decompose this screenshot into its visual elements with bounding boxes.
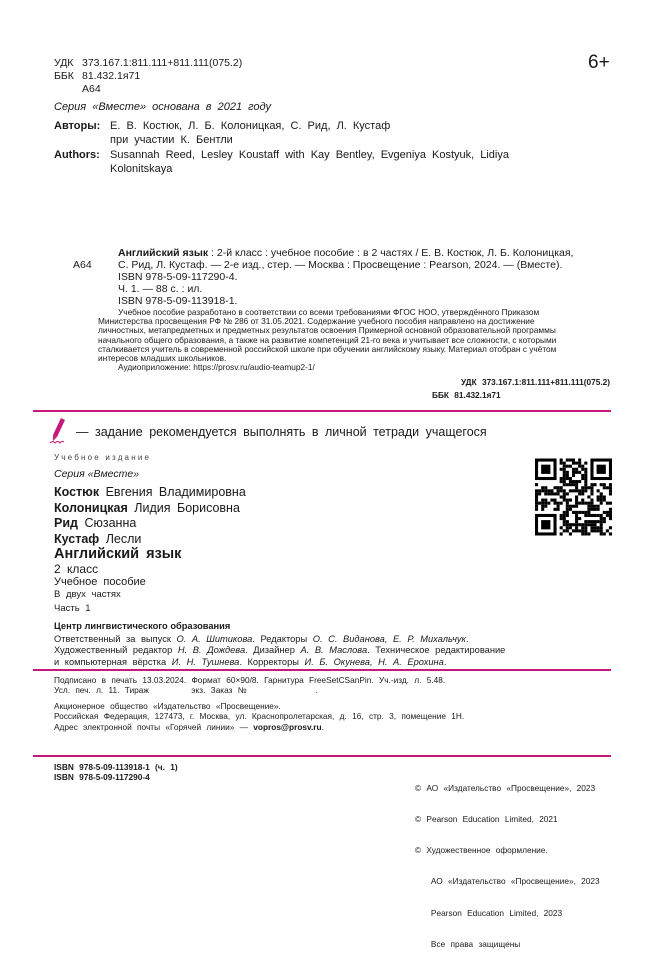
udk-label: УДК — [54, 57, 74, 69]
author-code: А64 — [82, 83, 101, 95]
annotation-line: Министерства просвещения РФ № 286 от 31.05.2021. Содержание учебного пособия направлено на достижение — [98, 316, 535, 327]
edition-part: Часть 1 — [54, 603, 91, 614]
copyright-line: Pearson Education Limited, 2023 — [415, 907, 563, 918]
copyright-line: © АО «Издательство «Просвещение», 2023 — [415, 782, 596, 793]
isbn-line: ISBN 978-5-09-117290-4 — [54, 772, 150, 783]
bbk-value: 81.432.1я71 — [82, 70, 141, 82]
annotation-line: Учебное пособие разработано в соответствии со всеми требованиями ФГОС НОО, утверждённого Приказом — [118, 307, 540, 317]
email-line: Адрес электронной почты «Горячей линии» — vopros@prosv.ru. — [54, 721, 324, 732]
print-line: Подписано в печать 13.03.2024. Формат 60×90/8. Гарнитура FreeSetCSanPin. Уч.-изд. л. 5.48. — [54, 675, 446, 685]
divider — [33, 410, 611, 412]
print-line: Усл. печ. л. 11. Тираж экз. Заказ № . — [54, 685, 318, 696]
credits-text: . Техническое редактирование — [367, 645, 506, 656]
credits-text: . Корректоры — [239, 656, 305, 667]
isbn-line: ISBN 978-5-09-113918-1 (ч. 1) — [54, 762, 178, 772]
legend-text: — задание рекомендуется выполнять в личной тетради учащегося — [76, 425, 487, 439]
biblio-isbn1: ISBN 978-5-09-117290-4. — [118, 271, 238, 283]
divider — [33, 669, 611, 671]
edition-grade: 2 класс — [54, 562, 99, 576]
edition-kind: Учебное пособие — [54, 576, 146, 588]
edition-parts: В двух частях — [54, 589, 121, 600]
age-rating: 6+ — [588, 52, 610, 73]
person-name: О. С. Виданова, Е. Р. Михальчук — [312, 634, 466, 644]
person-name: И. Б. Окунева, Н. А. Ерохина — [304, 656, 444, 667]
authors-ru-line: Е. В. Костюк, Л. Б. Колоницкая, С. Рид, Л. Кустаф — [110, 120, 391, 132]
credits-line — [54, 645, 505, 656]
person-name: Н. В. Дождева — [177, 645, 246, 656]
biblio-bbk: ББК 81.432.1я71 — [432, 390, 501, 400]
credits-text: Художественный редактор — [54, 645, 178, 656]
annotation-line: личностных, метапредметных и предметных результатов освоения Примерной основной образовательной программы — [98, 325, 556, 336]
copyright-line: © Художественное оформление. — [415, 845, 548, 856]
author-name: Колоницкая Лидия Борисовна — [54, 500, 240, 515]
credits-text: . Дизайнер — [245, 645, 301, 656]
authors-en-line: Susannah Reed, Lesley Koustaff with Kay Bentley, Evgeniya Kostyuk, Lidiya — [110, 149, 509, 161]
bbk-header — [54, 70, 140, 82]
divider — [33, 755, 611, 757]
credits-text: Ответственный за выпуск — [54, 634, 177, 644]
credits-text: . — [443, 656, 447, 667]
email-link[interactable]: vopros@prosv.ru — [253, 721, 322, 732]
audio-link[interactable]: Аудиоприложение: https://prosv.ru/audio-teamup2-1/ — [118, 362, 315, 373]
biblio-line1 — [118, 247, 573, 259]
authors-en-label: Authors: — [54, 149, 100, 161]
print-info — [54, 675, 464, 732]
publisher: Акционерное общество «Издательство «Просвещение». — [54, 700, 281, 711]
credits-center: Центр лингвистического образования — [54, 621, 231, 631]
authors-ru-label: Авторы: — [54, 120, 101, 132]
credits-text: и компьютерная вёрстка — [54, 656, 172, 667]
edition-type: Учебное издание — [54, 453, 152, 462]
address: Российская Федерация, 127473, г. Москва, ул. Краснопролетарская, д. 16, стр. 3, помещение 1Н. — [54, 711, 465, 722]
authors-en — [54, 149, 509, 176]
bbk-label: ББК — [54, 70, 74, 82]
credits-line — [54, 634, 505, 645]
credits — [54, 634, 505, 668]
biblio-text: С. Рид, Л. Кустаф. — 2-е изд., стер. — Москва : Просвещение : Pearson, 2024. — (Вместе). — [118, 259, 563, 271]
authors-ru — [54, 120, 390, 147]
annotation — [98, 308, 556, 372]
author-name: Кустаф Лесли — [54, 531, 142, 546]
annotation-line: интересов младших школьников. — [98, 353, 227, 364]
credits-text: . Редакторы — [252, 634, 313, 644]
footer-isbn — [54, 762, 178, 783]
author-name: Рид Сюзанна — [54, 516, 137, 530]
edition-authors — [54, 485, 246, 547]
person-name: О. А. Шитикова — [176, 634, 253, 644]
person-name: А. В. Маслова — [300, 645, 368, 656]
biblio-pages: Ч. 1. — 88 с. : ил. — [118, 283, 203, 295]
biblio-line2 — [73, 259, 562, 271]
person-name: И. Н. Тушнева — [171, 656, 240, 667]
qr-code[interactable] — [535, 458, 612, 536]
edition-series: Серия «Вместе» — [54, 468, 140, 480]
copyright-line: © Pearson Education Limited, 2021 — [415, 814, 558, 825]
biblio-isbn2: ISBN 978-5-09-113918-1. — [118, 295, 238, 307]
annotation-line: начального общего образования, а также на развитие компетенций 21-го века и учитывает все сложности, с которыми — [98, 334, 557, 345]
biblio-udk: УДК 373.167.1:811.111+811.111(075.2) — [460, 377, 610, 387]
annotation-line: сталкивается учитель в современной российской школе при обучении английскому языку. Материал отобран с учётом — [98, 343, 557, 354]
authors-ru-line: при участии К. Бентли — [110, 133, 233, 146]
copyright-line: АО «Издательство «Просвещение», 2023 — [415, 876, 600, 887]
series-note: Серия «Вместе» основана в 2021 году — [54, 101, 272, 113]
edition-title: Английский язык — [54, 546, 182, 562]
copyright-line: Все права защищены — [415, 938, 521, 949]
udk-header — [54, 57, 242, 69]
copyright — [415, 762, 600, 960]
pen-icon — [48, 417, 72, 450]
biblio-code: А64 — [73, 259, 92, 271]
credits-text: . — [465, 634, 469, 644]
credits-line — [54, 657, 505, 668]
biblio-title: Английский язык — [118, 247, 209, 259]
udk-value: 373.167.1:811.111+811.111(075.2) — [82, 57, 243, 69]
author-name: Костюк Евгения Владимировна — [54, 485, 246, 499]
biblio-text: : 2-й класс : учебное пособие : в 2 частях / Е. В. Костюк, Л. Б. Колоницкая, — [208, 247, 574, 259]
authors-en-line: Kolonitskaya — [110, 162, 173, 175]
